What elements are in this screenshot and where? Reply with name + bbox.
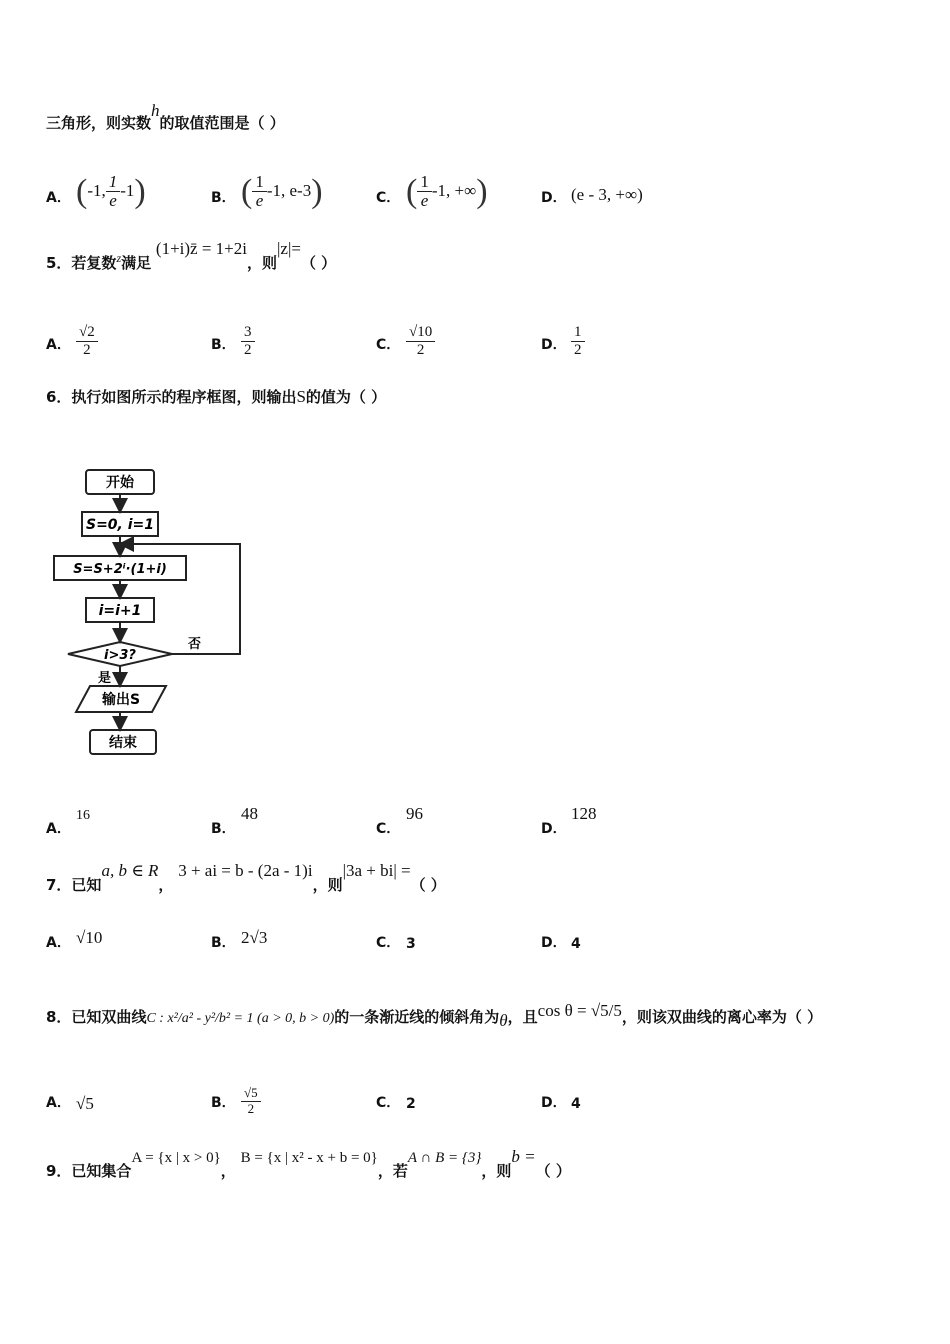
q9-intersection: A ∩ B = {3} bbox=[407, 1150, 482, 1166]
q7-set: a, b ∈ R bbox=[101, 861, 159, 880]
flowchart bbox=[44, 462, 254, 768]
q7-modulus: |3a + bi| = bbox=[342, 861, 411, 880]
flow-cond-text: i>3? bbox=[104, 648, 136, 663]
flow-init-text: S=0, i=1 bbox=[85, 517, 155, 533]
q4-options: A． (-1, $\frac{1}{e}$ -1) B． ( $\frac{1}{e}$ -1, e-3) C． ( $\frac{1}{e}$ -1, +∞) D． (e - 3, +∞) bbox=[46, 171, 643, 211]
q5-stem: 5．若复数$^z$满足 (1+i)z̄ = 1+2i，则|z|=（ ） bbox=[46, 239, 337, 272]
q5-options: A． $\frac{√2}{2}$ B． $\frac{3}{2}$ C． $\frac{√10}{2}$ D． $\frac{1}{2}$ bbox=[46, 302, 906, 362]
flow-update-text: S=S+2ⁱ·(1+i) bbox=[73, 562, 167, 577]
q8-cos: cos θ = √5/5 bbox=[537, 1001, 622, 1020]
flow-start-text: 开始 bbox=[106, 475, 134, 491]
q5-modulus: |z|= bbox=[277, 239, 301, 258]
q5-equation: (1+i)z̄ = 1+2i bbox=[155, 239, 247, 258]
q8-curve: C : x²/a² - y²/b² = 1 (a > 0, b > 0) bbox=[146, 1011, 335, 1026]
q7-stem: 7．已知a, b ∈ R， 3 + ai = b - (2a - 1)i，则|3a + bi| =（ ） bbox=[46, 861, 446, 894]
q7-options: A． √10 B． 2√3 C． 3 D． 4 bbox=[46, 928, 581, 952]
q4-var: h bbox=[151, 101, 160, 120]
q4-stem: 三角形，则实数h的取值范围是（ ） bbox=[46, 101, 285, 132]
q9-set-b: B = {x | x² - x + b = 0} bbox=[240, 1150, 378, 1166]
q6-options: A． 16 B． 48 C． 96 D． 128 bbox=[46, 804, 597, 837]
q6-stem: 6．执行如图所示的程序框图，则输出S的值为（ ） bbox=[46, 387, 387, 406]
flow-output-text: 输出S bbox=[101, 692, 141, 708]
q8-options: A． √5 B． $\frac{√5}{2}$ C． 2 D． 4 bbox=[46, 1085, 581, 1116]
flow-yes-label: 是 bbox=[98, 671, 112, 686]
q9-set-a: A = {x | x > 0} bbox=[131, 1150, 221, 1166]
q8-stem: 8．已知双曲线C : x²/a² - y²/b² = 1 (a > 0, b > 0)的一条渐近线的倾斜角为θ，且cos θ = √5/5，则该双曲线的离心率为（ ） bbox=[46, 1001, 823, 1030]
q7-equation: 3 + ai = b - (2a - 1)i bbox=[178, 861, 313, 880]
flow-no-label: 否 bbox=[188, 637, 202, 652]
q9-stem: 9．已知集合A = {x | x > 0}， B = {x | x² - x + b = 0}，若A ∩ B = {3}，则b =（ ） bbox=[46, 1147, 571, 1180]
flow-incr-text: i=i+1 bbox=[98, 603, 142, 619]
flow-end-text: 结束 bbox=[109, 735, 137, 751]
